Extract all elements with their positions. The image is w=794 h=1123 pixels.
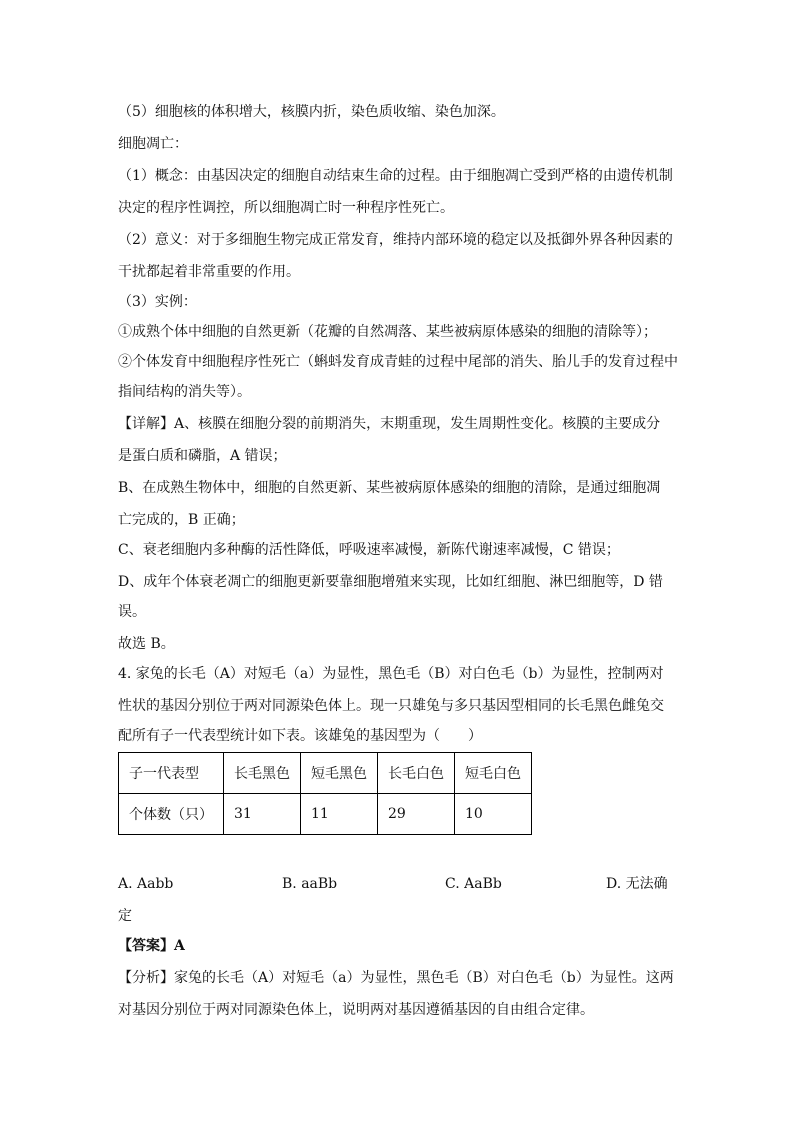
text-line: 细胞凋亡：	[118, 136, 188, 152]
table-header-cell: 子一代表型	[119, 753, 224, 794]
text-line: D、成年个体衰老凋亡的细胞更新要靠细胞增殖来实现，比如红细胞、淋巴细胞等，D 错	[118, 574, 663, 590]
question-4-line: 性状的基因分别位于两对同源染色体上。现一只雄兔与多只基因型相同的长毛黑色雌兔交	[118, 698, 664, 714]
text-line: 误。	[118, 604, 146, 620]
text-line: ②个体发育中细胞程序性死亡（蝌蚪发育成青蛙的过程中尾部的消失、胎儿手的发育过程中	[118, 354, 678, 370]
option-d: D. 无法确	[606, 876, 668, 892]
text-line: 故选 B。	[118, 636, 175, 652]
text-line: 干扰都起着非常重要的作用。	[118, 264, 300, 280]
table-cell: 个体数（只）	[119, 794, 224, 835]
text-line: B、在成熟生物体中，细胞的自然更新、某些被病原体感染的细胞的清除，是通过细胞凋	[118, 480, 661, 496]
question-4-line: 配所有子一代表型统计如下表。该雄兔的基因型为（ ）	[118, 728, 482, 744]
option-b: B. aaBb	[282, 876, 338, 892]
question-4-line: 4. 家兔的长毛（A）对短毛（a）为显性，黑色毛（B）对白色毛（b）为显性，控制两对	[118, 666, 664, 682]
text-line: 【详解】A、核膜在细胞分裂的前期消失，末期重现，发生周期性变化。核膜的主要成分	[118, 416, 661, 432]
option-d-wrap: 定	[118, 908, 132, 924]
offspring-stats-table	[118, 752, 532, 835]
table-cell: 11	[301, 794, 378, 835]
text-line: （3）实例：	[118, 294, 197, 310]
answer-line: 【答案】A	[118, 938, 185, 954]
text-line: 决定的程序性调控，所以细胞凋亡时一种程序性死亡。	[118, 200, 454, 216]
option-a: A. Aabb	[118, 876, 174, 892]
text-line: （1）概念：由基因决定的细胞自动结束生命的过程。由于细胞凋亡受到严格的由遗传机制	[118, 168, 673, 184]
table-header-cell: 短毛白色	[455, 753, 532, 794]
table-row	[119, 794, 532, 835]
table-header-cell: 长毛白色	[378, 753, 455, 794]
text-line: 指间结构的消失等）。	[118, 384, 251, 400]
text-line: （5）细胞核的体积增大，核膜内折，染色质收缩、染色加深。	[118, 104, 505, 120]
analysis-line: 对基因分别位于两对同源染色体上，说明两对基因遵循基因的自由组合定律。	[118, 1002, 594, 1018]
option-c: C. AaBb	[445, 876, 502, 892]
table-header-cell: 短毛黑色	[301, 753, 378, 794]
text-line: ①成熟个体中细胞的自然更新（花瓣的自然凋落、某些被病原体感染的细胞的清除等）；	[118, 324, 657, 340]
text-line: 是蛋白质和磷脂，A 错误；	[118, 448, 287, 464]
analysis-line: 【分析】家兔的长毛（A）对短毛（a）为显性，黑色毛（B）对白色毛（b）为显性。这两	[118, 970, 674, 986]
table-header-cell: 长毛黑色	[224, 753, 301, 794]
text-line: 亡完成的，B 正确；	[118, 512, 245, 528]
table-header-row	[119, 753, 532, 794]
text-line: （2）意义：对于多细胞生物完成正常发育，维持内部环境的稳定以及抵御外界各种因素的	[118, 232, 673, 248]
text-line: C、衰老细胞内多种酶的活性降低，呼吸速率减慢，新陈代谢速率减慢，C 错误；	[118, 542, 620, 558]
table-cell: 31	[224, 794, 301, 835]
table-cell: 10	[455, 794, 532, 835]
table-cell: 29	[378, 794, 455, 835]
